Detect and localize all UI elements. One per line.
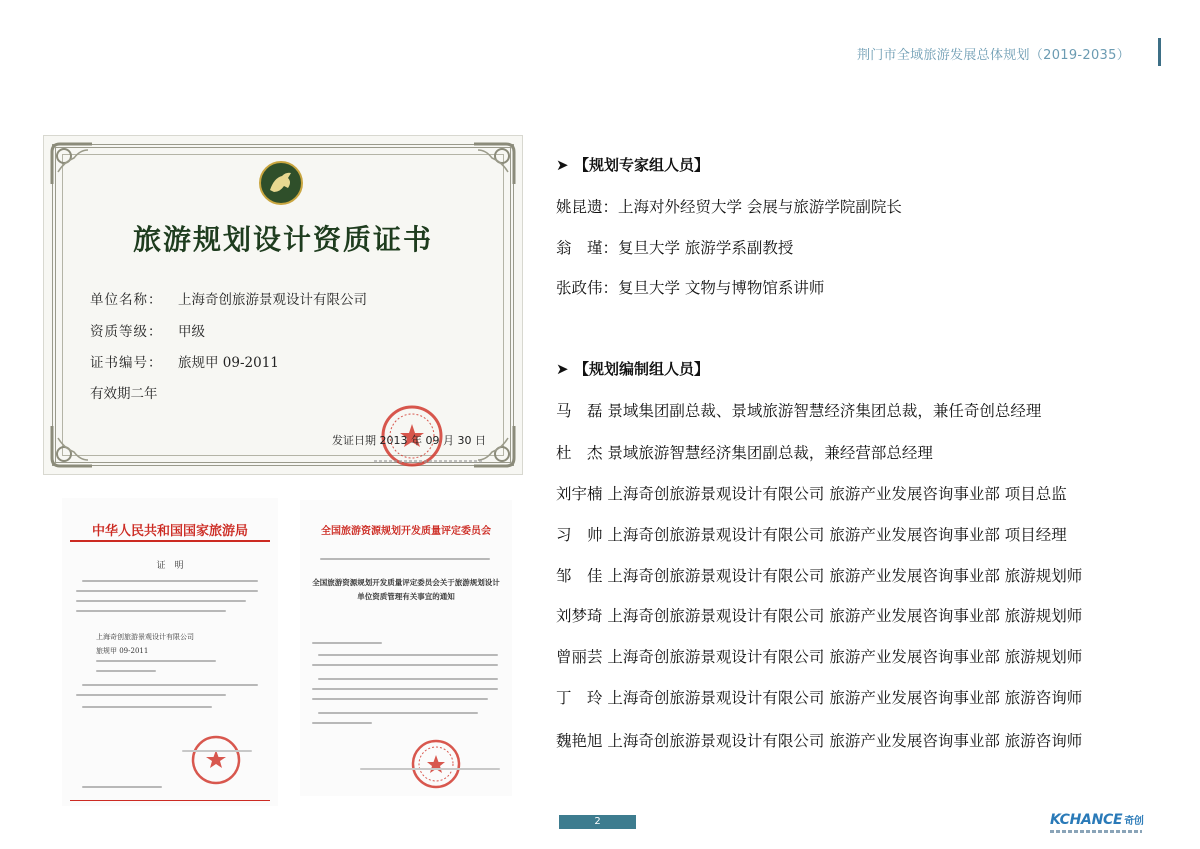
certificate-issue-date: 发证日期 2013 年 09 月 30 日 [332,434,486,447]
document-text-line [96,670,156,672]
tourism-horse-emblem-icon [258,160,304,206]
page-number: 2 [559,815,636,829]
qualification-certificate-image [43,135,523,475]
quality-committee-notice-document [300,500,512,796]
editor-member: 曾丽芸 上海奇创旅游景观设计有限公司 旅游产业发展咨询事业部 旅游规划师 [556,648,1083,666]
certificate-field-label: 资质等级： [90,324,163,340]
certificate-validity: 有效期二年 [90,386,158,402]
header-accent-bar [1158,38,1161,66]
editor-group-heading [556,358,709,379]
certificate-number-row [90,351,279,371]
expert-member: 翁 瑾：复旦大学 旅游学系副教授 [556,239,794,257]
document-text-line [82,684,258,686]
document-notice-heading: 全国旅游资源规划开发质量评定委员会关于旅游规划设计单位资质管理有关事宜的通知 [312,578,500,601]
document-text-line [76,590,258,592]
document-company-name: 上海奇创旅游景观设计有限公司 [96,633,194,641]
document-heading: 证 明 [156,561,184,571]
document-text-line [312,642,382,644]
document-text-line [360,768,500,770]
logo-tagline-line [1050,830,1142,833]
document-text-line [82,706,212,708]
document-text-line [312,664,498,666]
document-text-line [96,660,216,662]
kchance-logo [1050,812,1160,833]
document-header-title: 荆门市全域旅游发展总体规划（2019-2035） [856,48,1130,63]
official-red-seal-icon [410,738,462,790]
ornament-corner-icon [472,142,516,186]
official-red-seal-icon [190,734,242,786]
expert-member: 张政伟：复旦大学 文物与博物馆系讲师 [556,279,825,297]
document-red-rule [70,540,270,542]
expert-group-heading [556,154,709,175]
national-tourism-certificate-document [62,498,278,806]
ornament-corner-icon [50,142,94,186]
logo-text: KCHANCE [1050,812,1123,828]
document-text-line [76,694,226,696]
editor-member: 杜 杰 景域旅游智慧经济集团副总裁，兼经营部总经理 [556,444,933,462]
certificate-field-label: 证书编号： [90,355,163,371]
certificate-footnote-line [374,460,484,463]
arrow-bullet-icon: ➤ [556,156,569,174]
editor-member: 魏艳旭 上海奇创旅游景观设计有限公司 旅游产业发展咨询事业部 旅游咨询师 [556,732,1083,750]
document-text-line [318,712,478,714]
logo-cn-text: 奇创 [1124,816,1144,827]
document-red-rule [70,800,270,801]
editor-member: 马 磊 景域集团副总裁、景域旅游智慧经济集团总裁，兼任奇创总经理 [556,402,1042,420]
document-text-line [76,600,246,602]
certificate-company-row [90,288,367,308]
editor-member: 丁 玲 上海奇创旅游景观设计有限公司 旅游产业发展咨询事业部 旅游咨询师 [556,689,1083,707]
document-text-line [318,678,498,680]
editor-member: 邹 佳 上海奇创旅游景观设计有限公司 旅游产业发展咨询事业部 旅游规划师 [556,567,1083,585]
document-text-line [318,654,498,656]
arrow-bullet-icon: ➤ [556,360,569,378]
document-text-line [312,722,372,724]
document-text-line [320,558,490,560]
certificate-field-value: 旅规甲 09-2011 [178,355,279,371]
document-text-line [182,750,252,752]
document-authority-title: 全国旅游资源规划开发质量评定委员会 [321,526,491,537]
certificate-field-value: 甲级 [178,324,205,340]
certificate-field-label: 单位名称： [90,292,163,308]
ornament-corner-icon [50,424,94,468]
document-authority-title: 中华人民共和国国家旅游局 [91,524,248,539]
document-text-line [82,786,162,788]
logo-wordmark [1050,812,1160,828]
editor-member: 刘宇楠 上海奇创旅游景观设计有限公司 旅游产业发展咨询事业部 项目总监 [556,485,1067,503]
document-text-line [312,688,498,690]
editor-member: 刘梦琦 上海奇创旅游景观设计有限公司 旅游产业发展咨询事业部 旅游规划师 [556,607,1083,625]
document-text-line [76,610,226,612]
certificate-grade-row [90,320,205,340]
expert-group-title: 【规划专家组人员】 [574,156,710,174]
expert-member: 姚昆遗：上海对外经贸大学 会展与旅游学院副院长 [556,198,902,216]
document-text-line [312,698,488,700]
editor-group-title: 【规划编制组人员】 [574,360,710,378]
certificate-title: 旅游规划设计资质证书 [132,223,433,256]
document-certificate-number: 旅规甲 09-2011 [96,647,149,655]
document-text-line [82,580,258,582]
editor-member: 习 帅 上海奇创旅游景观设计有限公司 旅游产业发展咨询事业部 项目经理 [556,526,1067,544]
certificate-field-value: 上海奇创旅游景观设计有限公司 [178,292,367,308]
